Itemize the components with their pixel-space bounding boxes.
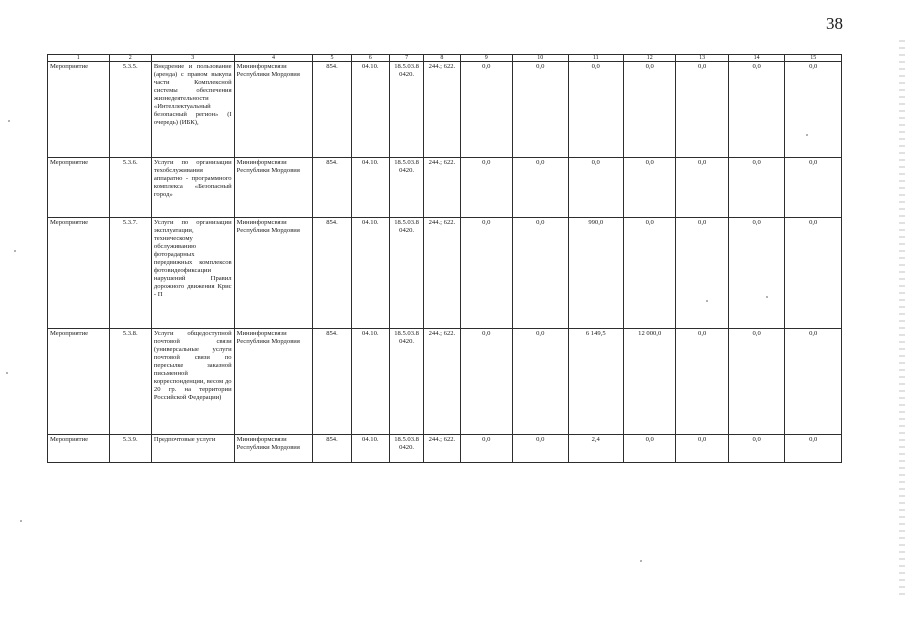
row-type: Мероприятие [48,62,110,158]
row-number: 5.3.7. [109,218,151,329]
table-row [48,218,842,329]
row-number: 5.3.6. [109,158,151,218]
row-name: Внедрение и пользование (аренда) с правом выкупа части Комплексной системы обеспечения жизнедеятельности «Интеллектуальный безопасный регион» (I очередь) (ИБК), [151,62,234,158]
row-name: Предпочтовые услуги [151,435,234,463]
table-row [48,329,842,435]
row-type: Мероприятие [48,329,110,435]
cell-value: 18.5.03.8 0420. [389,158,423,218]
row-type: Мероприятие [48,435,110,463]
scan-speck [14,250,16,252]
row-executor: Мининформсвязи Республики Мордовия [234,158,313,218]
row-number: 5.3.5. [109,62,151,158]
scan-speck [640,560,642,562]
cell-value: 0,0 [460,435,512,463]
cell-value: 0,0 [460,158,512,218]
cell-value: 0,0 [785,218,842,329]
page-number: 38 [826,14,843,33]
cell-value: 04.10. [351,218,389,329]
row-name: Услуги по организации техобслуживания аппаратно - программного комплекса «Безопасный город» [151,158,234,218]
cell-value: 0,0 [568,158,623,218]
row-executor: Мининформсвязи Республики Мордовия [234,62,313,158]
cell-value: 2,4 [568,435,623,463]
cell-value: 0,0 [460,218,512,329]
col-header: 9 [460,55,512,62]
cell-value: 244.; 622. [424,329,460,435]
cell-value: 854. [313,329,351,435]
cell-value: 854. [313,158,351,218]
cell-value: 0,0 [676,158,728,218]
cell-value: 18.5.03.8 0420. [389,62,423,158]
col-header: 8 [424,55,460,62]
cell-value: 0,0 [513,218,568,329]
row-type: Мероприятие [48,158,110,218]
col-header: 13 [676,55,728,62]
col-header: 1 [48,55,110,62]
cell-value: 0,0 [513,158,568,218]
scan-edge-artifact [899,40,905,600]
cell-value: 244.; 622. [424,218,460,329]
col-header: 14 [728,55,784,62]
row-name: Услуги общедоступной почтовой связи (универсальные услуги почтовой связи по пересылке заказной письменной корреспонденции, весом до 20 гр. на территории Российской Федерации) [151,329,234,435]
col-header: 5 [313,55,351,62]
cell-value: 854. [313,62,351,158]
cell-value: 244.; 622. [424,62,460,158]
cell-value: 0,0 [676,329,728,435]
cell-value: 04.10. [351,435,389,463]
cell-value: 244.; 622. [424,435,460,463]
cell-value: 0,0 [623,158,675,218]
cell-value: 04.10. [351,329,389,435]
col-header: 10 [513,55,568,62]
cell-value: 0,0 [785,435,842,463]
cell-value: 0,0 [728,435,784,463]
cell-value: 04.10. [351,158,389,218]
cell-value: 18.5.03.8 0420. [389,435,423,463]
cell-value: 0,0 [676,435,728,463]
cell-value: 6 149,5 [568,329,623,435]
cell-value: 0,0 [728,62,784,158]
scan-speck [6,372,8,374]
row-type: Мероприятие [48,218,110,329]
table-row [48,435,842,463]
scan-speck [766,296,768,298]
cell-value: 0,0 [513,329,568,435]
col-header: 2 [109,55,151,62]
scan-speck [706,300,708,302]
scan-speck [20,520,22,522]
row-name: Услуги по организации эксплуатации, техническому обслуживанию фоторадарных передвижных комплексов фотовидеофиксации нарушений Правил дорожного движения Крис - П [151,218,234,329]
cell-value: 0,0 [676,218,728,329]
row-number: 5.3.8. [109,329,151,435]
row-number: 5.3.9. [109,435,151,463]
cell-value: 0,0 [728,158,784,218]
cell-value: 854. [313,435,351,463]
col-header: 3 [151,55,234,62]
cell-value: 0,0 [513,435,568,463]
col-header: 6 [351,55,389,62]
cell-value: 0,0 [623,62,675,158]
cell-value: 18.5.03.8 0420. [389,329,423,435]
cell-value: 0,0 [785,62,842,158]
row-executor: Мининформсвязи Республики Мордовия [234,218,313,329]
col-header: 12 [623,55,675,62]
budget-table [47,54,842,463]
cell-value: 0,0 [785,329,842,435]
row-executor: Мининформсвязи Республики Мордовия [234,329,313,435]
cell-value: 0,0 [728,218,784,329]
cell-value: 0,0 [623,435,675,463]
cell-value: 0,0 [785,158,842,218]
table-row [48,62,842,158]
cell-value: 0,0 [568,62,623,158]
cell-value: 990,0 [568,218,623,329]
cell-value: 0,0 [513,62,568,158]
col-header: 7 [389,55,423,62]
cell-value: 04.10. [351,62,389,158]
cell-value: 854. [313,218,351,329]
scan-speck [806,134,808,136]
row-executor: Мининформсвязи Республики Мордовия [234,435,313,463]
scan-speck [8,120,10,122]
column-number-row [48,55,842,62]
col-header: 15 [785,55,842,62]
cell-value: 18.5.03.8 0420. [389,218,423,329]
cell-value: 12 000,0 [623,329,675,435]
cell-value: 0,0 [623,218,675,329]
col-header: 4 [234,55,313,62]
cell-value: 0,0 [676,62,728,158]
cell-value: 0,0 [460,329,512,435]
table-row [48,158,842,218]
cell-value: 244.; 622. [424,158,460,218]
col-header: 11 [568,55,623,62]
cell-value: 0,0 [728,329,784,435]
cell-value: 0,0 [460,62,512,158]
